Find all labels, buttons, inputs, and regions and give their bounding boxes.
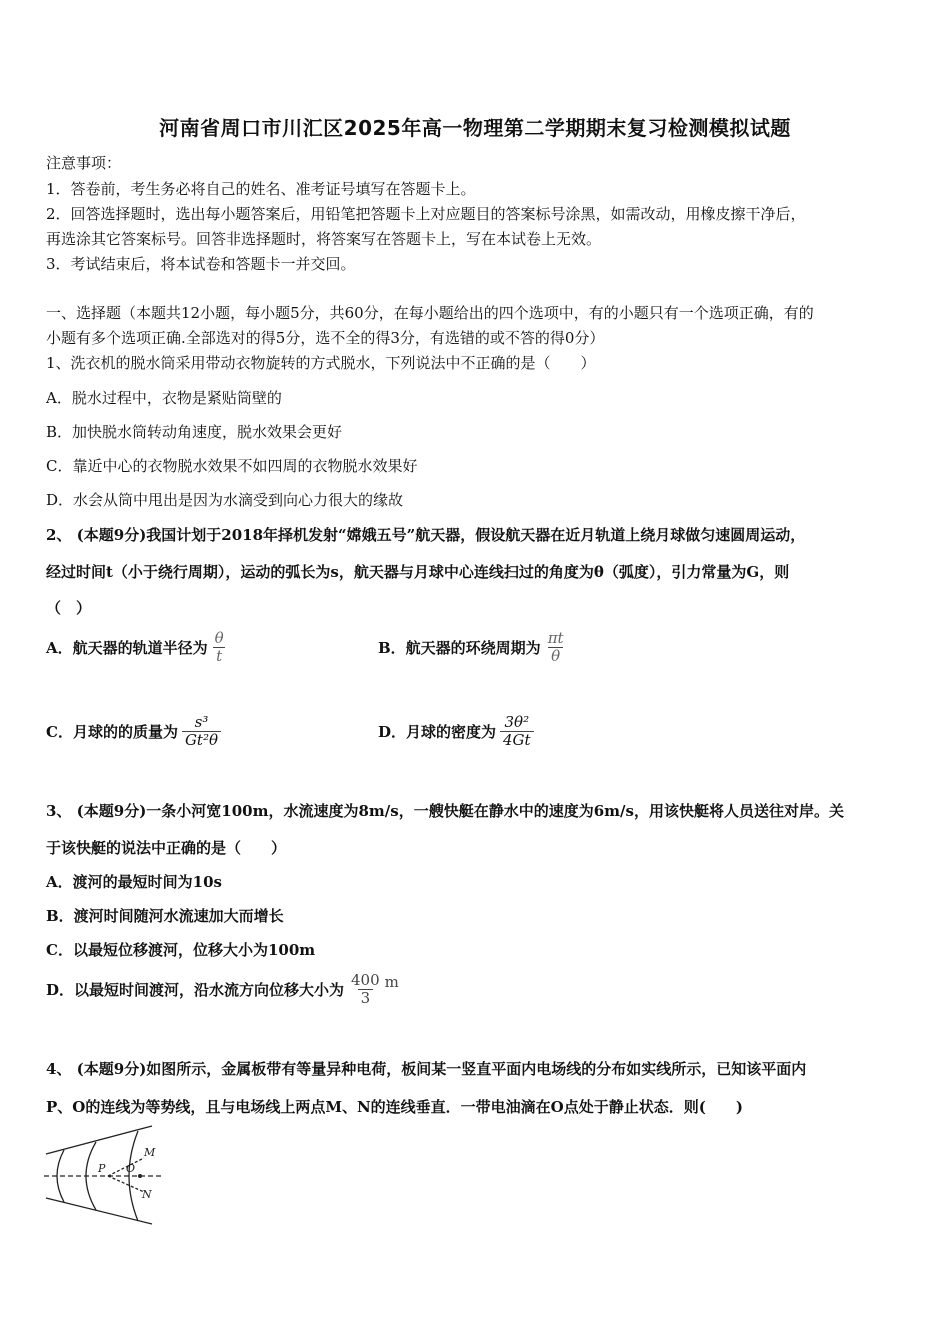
q3-option-c: C．以最短位移渡河，位移大小为100m — [46, 941, 316, 959]
section-instructions-line2: 小题有多个选项正确.全部选对的得5分，选不全的得3分，有选错的或不答的得0分） — [46, 329, 605, 347]
formula-denominator: Gt²θ — [182, 731, 221, 749]
q2-option-c-label: C．月球的的质量为 — [46, 723, 178, 742]
formula-numerator: s³ — [194, 713, 209, 731]
q3-stem-line2: 于该快艇的说法中正确的是（ ） — [46, 839, 287, 857]
point-o-dot — [138, 1174, 142, 1178]
formula-denominator: θ — [548, 647, 563, 665]
q2-stem-line3: （ ） — [46, 599, 92, 617]
lower-plate — [46, 1198, 152, 1224]
label-n: N — [142, 1188, 152, 1201]
q4-stem-line2: P、O的连线为等势线，且与电场线上两点M、N的连线垂直．一带电油滴在O点处于静止状态．则( ) — [46, 1098, 743, 1116]
dashed-line-pn — [108, 1176, 144, 1192]
q2-stem-line2: 经过时间t（小于绕行周期），运动的弧长为s，航天器与月球中心连线扫过的角度为θ（弧度），引力常量为G，则 — [46, 563, 790, 581]
label-o: O — [126, 1162, 136, 1175]
q1-option-c: C．靠近中心的衣物脱水效果不如四周的衣物脱水效果好 — [46, 457, 418, 475]
q2-option-c-formula — [182, 714, 221, 750]
q4-stem-line1: 4、 (本题9分)如图所示，金属板带有等量异种电荷，板间某一竖直平面内电场线的分布如实线所示，已知该平面内 — [46, 1060, 807, 1078]
q3-option-d — [46, 972, 399, 1008]
q3-stem-line1: 3、 (本题9分)一条小河宽100m，水流速度为8m/s，一艘快艇在静水中的速度为6m/s，用该快艇将人员送往对岸。关 — [46, 802, 844, 820]
q3-option-a: A．渡河的最短时间为10s — [46, 873, 222, 891]
q2-option-d — [378, 714, 534, 750]
label-m: M — [144, 1146, 156, 1159]
q1-option-d: D．水会从筒中甩出是因为水滴受到向心力很大的缘故 — [46, 491, 404, 509]
electric-field-figure — [40, 1122, 170, 1230]
notice-item: 再选涂其它答案标号。回答非选择题时，将答案写在答题卡上，写在本试卷上无效。 — [46, 230, 602, 248]
q2-option-b-formula — [545, 630, 567, 666]
q2-option-d-label: D．月球的密度为 — [378, 723, 497, 742]
q2-option-a-label: A．航天器的轨道半径为 — [46, 639, 208, 658]
q2-option-b-label: B．航天器的环绕周期为 — [378, 639, 541, 658]
q3-option-d-label: D．以最短时间渡河，沿水流方向位移大小为 — [46, 981, 345, 1000]
q2-option-b — [378, 630, 567, 666]
q3-option-b: B．渡河时间随河水流速加大而增长 — [46, 907, 284, 925]
formula-denominator: 3 — [358, 989, 374, 1007]
page-title: 河南省周口市川汇区2025年高一物理第二学期期末复习检测模拟试题 — [159, 116, 791, 140]
q3-option-d-formula — [348, 972, 383, 1008]
notice-item: 3．考试结束后，将本试卷和答题卡一并交回。 — [46, 255, 356, 273]
q2-option-c — [46, 714, 221, 750]
formula-unit: m — [384, 972, 399, 991]
section-instructions-line1: 一、选择题（本题共12小题，每小题5分，共60分，在每小题给出的四个选项中，有的小题只有一个选项正确，有的 — [46, 304, 814, 322]
q2-option-a-formula — [212, 630, 227, 666]
q1-stem: 1、洗衣机的脱水筒采用带动衣物旋转的方式脱水，下列说法中不正确的是（ ） — [46, 354, 596, 372]
formula-denominator: t — [213, 647, 225, 665]
q2-stem-line1: 2、 (本题9分)我国计划于2018年择机发射“嫦娥五号”航天器，假设航天器在近月轨道上绕月球做匀速圆周运动， — [46, 526, 806, 544]
formula-numerator: πt — [547, 629, 564, 647]
formula-denominator: 4Gt — [500, 731, 534, 749]
formula-numerator: 400 — [351, 971, 380, 989]
upper-plate — [46, 1126, 152, 1154]
q1-option-b: B．加快脱水筒转动角速度，脱水效果会更好 — [46, 423, 343, 441]
q2-option-a — [46, 630, 227, 666]
q1-option-a: A．脱水过程中，衣物是紧贴筒壁的 — [46, 389, 282, 407]
notice-heading: 注意事项： — [46, 154, 122, 172]
q2-option-d-formula — [500, 714, 534, 750]
label-p: P — [98, 1162, 106, 1175]
notice-item: 2．回答选择题时，选出每小题答案后，用铅笔把答题卡上对应题目的答案标号涂黑，如需改动，用橡皮擦干净后， — [46, 205, 806, 223]
notice-item: 1．答卷前，考生务必将自己的姓名、准考证号填写在答题卡上。 — [46, 180, 476, 198]
formula-numerator: 3θ² — [504, 713, 530, 731]
formula-numerator: θ — [214, 629, 224, 647]
